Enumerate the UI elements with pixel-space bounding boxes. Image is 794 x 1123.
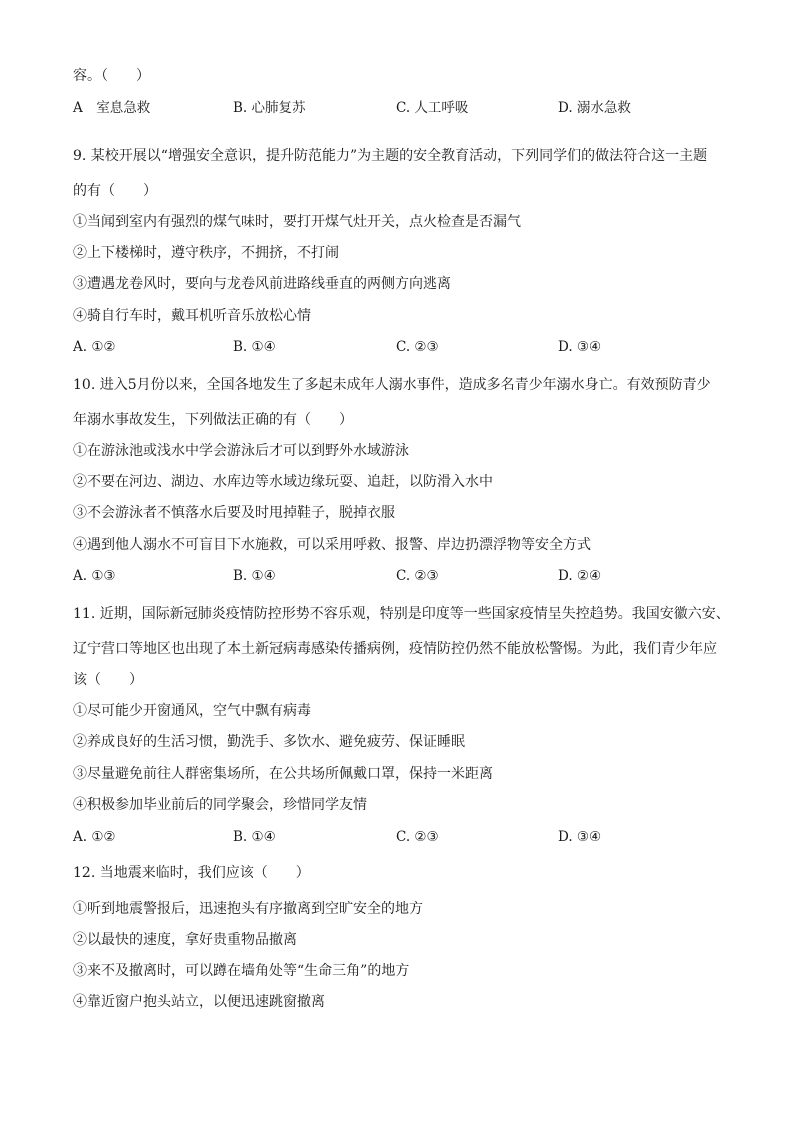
- q11-stem-line-2: 辽宁营口等地区也出现了本土新冠病毒感染传播病例，疫情防控仍然不能放松警惕。为此，我们青少年应: [73, 641, 717, 657]
- option-d: D. 溺水急救: [558, 100, 631, 116]
- option-c: C. 人工呼吸: [396, 100, 469, 116]
- q11-stem-line-3: 该（ ）: [73, 672, 143, 688]
- q11-statement-4: ④积极参加毕业前后的同学聚会，珍惜同学友情: [73, 797, 367, 813]
- q10-option-b: B. ①④: [233, 568, 276, 584]
- q11-statement-1: ①尽可能少开窗通风，空气中飘有病毒: [73, 703, 311, 719]
- question-continuation: 容。（ ）: [73, 68, 150, 84]
- q12-stem-line-1: 12. 当地震来临时，我们应该（ ）: [73, 865, 310, 881]
- option-b: B. 心肺复苏: [233, 100, 306, 116]
- q10-stem-line-1: 10. 进入5月份以来，全国各地发生了多起未成年人溺水事件，造成多名青少年溺水身亡。有效预防青少: [73, 377, 711, 393]
- q11-option-c: C. ②③: [396, 829, 439, 845]
- q9-stem-line-1: 9. 某校开展以“增强安全意识，提升防范能力”为主题的安全教育活动，下列同学们的做法符合这一主题: [73, 148, 708, 164]
- q12-statement-4: ④靠近窗户抱头站立，以便迅速跳窗撤离: [73, 994, 325, 1010]
- q9-option-b: B. ①④: [233, 339, 276, 355]
- q10-stem-line-2: 年溺水事故发生，下列做法正确的有（ ）: [73, 412, 353, 428]
- q11-statement-2: ②养成良好的生活习惯，勤洗手、多饮水、避免疲劳、保证睡眠: [73, 734, 465, 750]
- q11-stem-line-1: 11. 近期，国际新冠肺炎疫情防控形势不容乐观，特别是印度等一些国家疫情呈失控趋势。我国安徽六安、: [73, 606, 730, 622]
- q9-stem-line-2: 的有（ ）: [73, 183, 157, 199]
- q10-option-a: A. ①③: [73, 568, 116, 584]
- q10-option-c: C. ②③: [396, 568, 439, 584]
- q9-option-c: C. ②③: [396, 339, 439, 355]
- q11-option-b: B. ①④: [233, 829, 276, 845]
- q12-statement-3: ③来不及撤离时，可以蹲在墙角处等“生命三角”的地方: [73, 963, 410, 979]
- option-a: A 室息急救: [73, 100, 151, 116]
- q10-option-d: D. ②④: [558, 568, 602, 584]
- q9-statement-3: ③遭遇龙卷风时，要向与龙卷风前进路线垂直的两侧方向逃离: [73, 276, 451, 292]
- q10-statement-2: ②不要在河边、湖边、水库边等水域边缘玩耍、追赶，以防滑入水中: [73, 474, 493, 490]
- q12-statement-2: ②以最快的速度，拿好贵重物品撤离: [73, 932, 297, 948]
- q9-option-a: A. ①②: [73, 339, 116, 355]
- q10-statement-1: ①在游泳池或浅水中学会游泳后才可以到野外水域游泳: [73, 443, 409, 459]
- q9-statement-2: ②上下楼梯时，遵守秩序，不拥挤，不打闹: [73, 245, 339, 261]
- q10-statement-3: ③不会游泳者不慎落水后要及时甩掉鞋子，脱掉衣服: [73, 505, 395, 521]
- q11-option-d: D. ③④: [558, 829, 602, 845]
- q9-option-d: D. ③④: [558, 339, 602, 355]
- q10-statement-4: ④遇到他人溺水不可盲目下水施救，可以采用呼救、报警、岸边扔漂浮物等安全方式: [73, 537, 591, 553]
- q11-option-a: A. ①②: [73, 829, 116, 845]
- q12-statement-1: ①听到地震警报后，迅速抱头有序撤离到空旷安全的地方: [73, 901, 423, 917]
- q9-statement-1: ①当闻到室内有强烈的煤气味时，要打开煤气灶开关，点火检查是否漏气: [73, 214, 521, 230]
- q11-statement-3: ③尽量避免前往人群密集场所，在公共场所佩戴口罩，保持一米距离: [73, 766, 493, 782]
- q9-statement-4: ④骑自行车时，戴耳机听音乐放松心情: [73, 308, 311, 324]
